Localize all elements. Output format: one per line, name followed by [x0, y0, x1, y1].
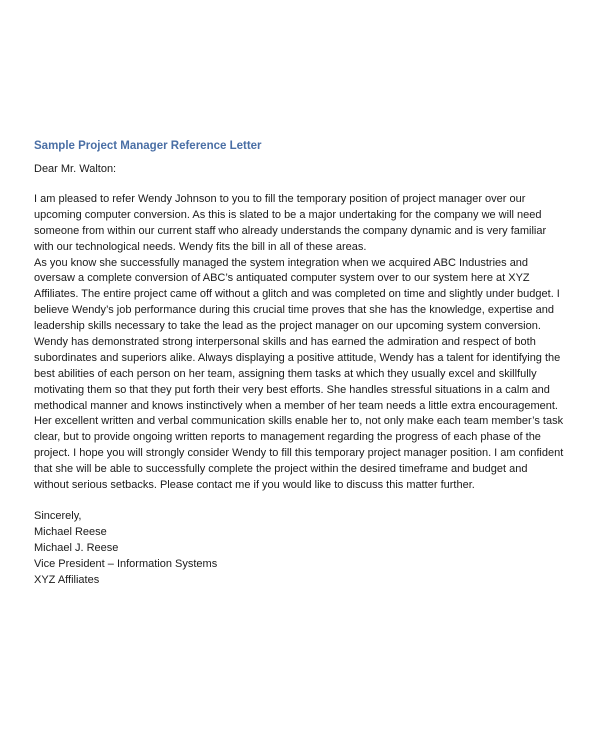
body-line: upcoming computer conversion. As this is slated to be a major undertaking for the company we will need: [34, 208, 542, 221]
body-line: methodical manner and knows instinctively when a member of her team needs a little extra encouragement.: [34, 399, 558, 412]
closing-valediction: Sincerely,: [34, 510, 82, 522]
body-line: someone from within our current staff who already understands the company dynamic and is very familiar: [34, 224, 547, 237]
body-line: oversaw a complete conversion of ABC’s antiquated computer system over to our system here at XYZ: [34, 272, 530, 285]
body-line: without serious setbacks. Please contact me if you would like to discuss this matter further.: [34, 479, 475, 492]
signer-full-name: Michael J. Reese: [34, 542, 119, 554]
letter-salutation: Dear Mr. Walton:: [34, 163, 117, 175]
body-line: subordinates and superiors alike. Always displaying a positive attitude, Wendy has a talent for identifying the: [34, 351, 561, 364]
body-line: with our technological needs. Wendy fits the bill in all of these areas.: [34, 240, 367, 253]
body-line: Her excellent written and verbal communication skills enable her to, not only make each team member’s task: [34, 415, 564, 428]
letter-closing: [34, 508, 217, 588]
letter-title: Sample Project Manager Reference Letter: [34, 140, 262, 152]
body-line: best abilities of each person on her team, assigning them tasks at which they usually excel and skillfully: [34, 367, 537, 380]
signer-company: XYZ Affiliates: [34, 574, 100, 586]
body-line: Affiliates. The entire project came off without a glitch and was completed on time and slightly under budget. I: [34, 288, 560, 301]
signer-title: Vice President – Information Systems: [34, 558, 218, 570]
body-line: leadership skills necessary to take the lead as the project manager on our upcoming system conversion.: [34, 320, 541, 333]
body-line: motivating them so that they put forth their very best efforts. She handles stressful situations in a calm and: [34, 383, 550, 396]
signature-name: Michael Reese: [34, 526, 107, 538]
letter-body: [34, 192, 574, 494]
body-line: I am pleased to refer Wendy Johnson to you to fill the temporary position of project manager over our: [34, 193, 526, 205]
body-line: Wendy has demonstrated strong interpersonal skills and has earned the admiration and respect of both: [34, 336, 536, 349]
body-line: believe Wendy’s job performance during this crucial time proves that she has the knowledge, expertise and: [34, 304, 554, 317]
body-line: As you know she successfully managed the system integration when we acquired ABC Industries and: [34, 256, 529, 269]
body-line: project. I hope you will strongly consider Wendy to fill this temporary project manager position. I am confident: [34, 447, 564, 460]
body-line: that she will be able to successfully complete the project within the desired timeframe and budget and: [34, 463, 528, 476]
body-line: clear, but to provide ongoing written reports to management regarding the progress of each phase of the: [34, 431, 541, 444]
